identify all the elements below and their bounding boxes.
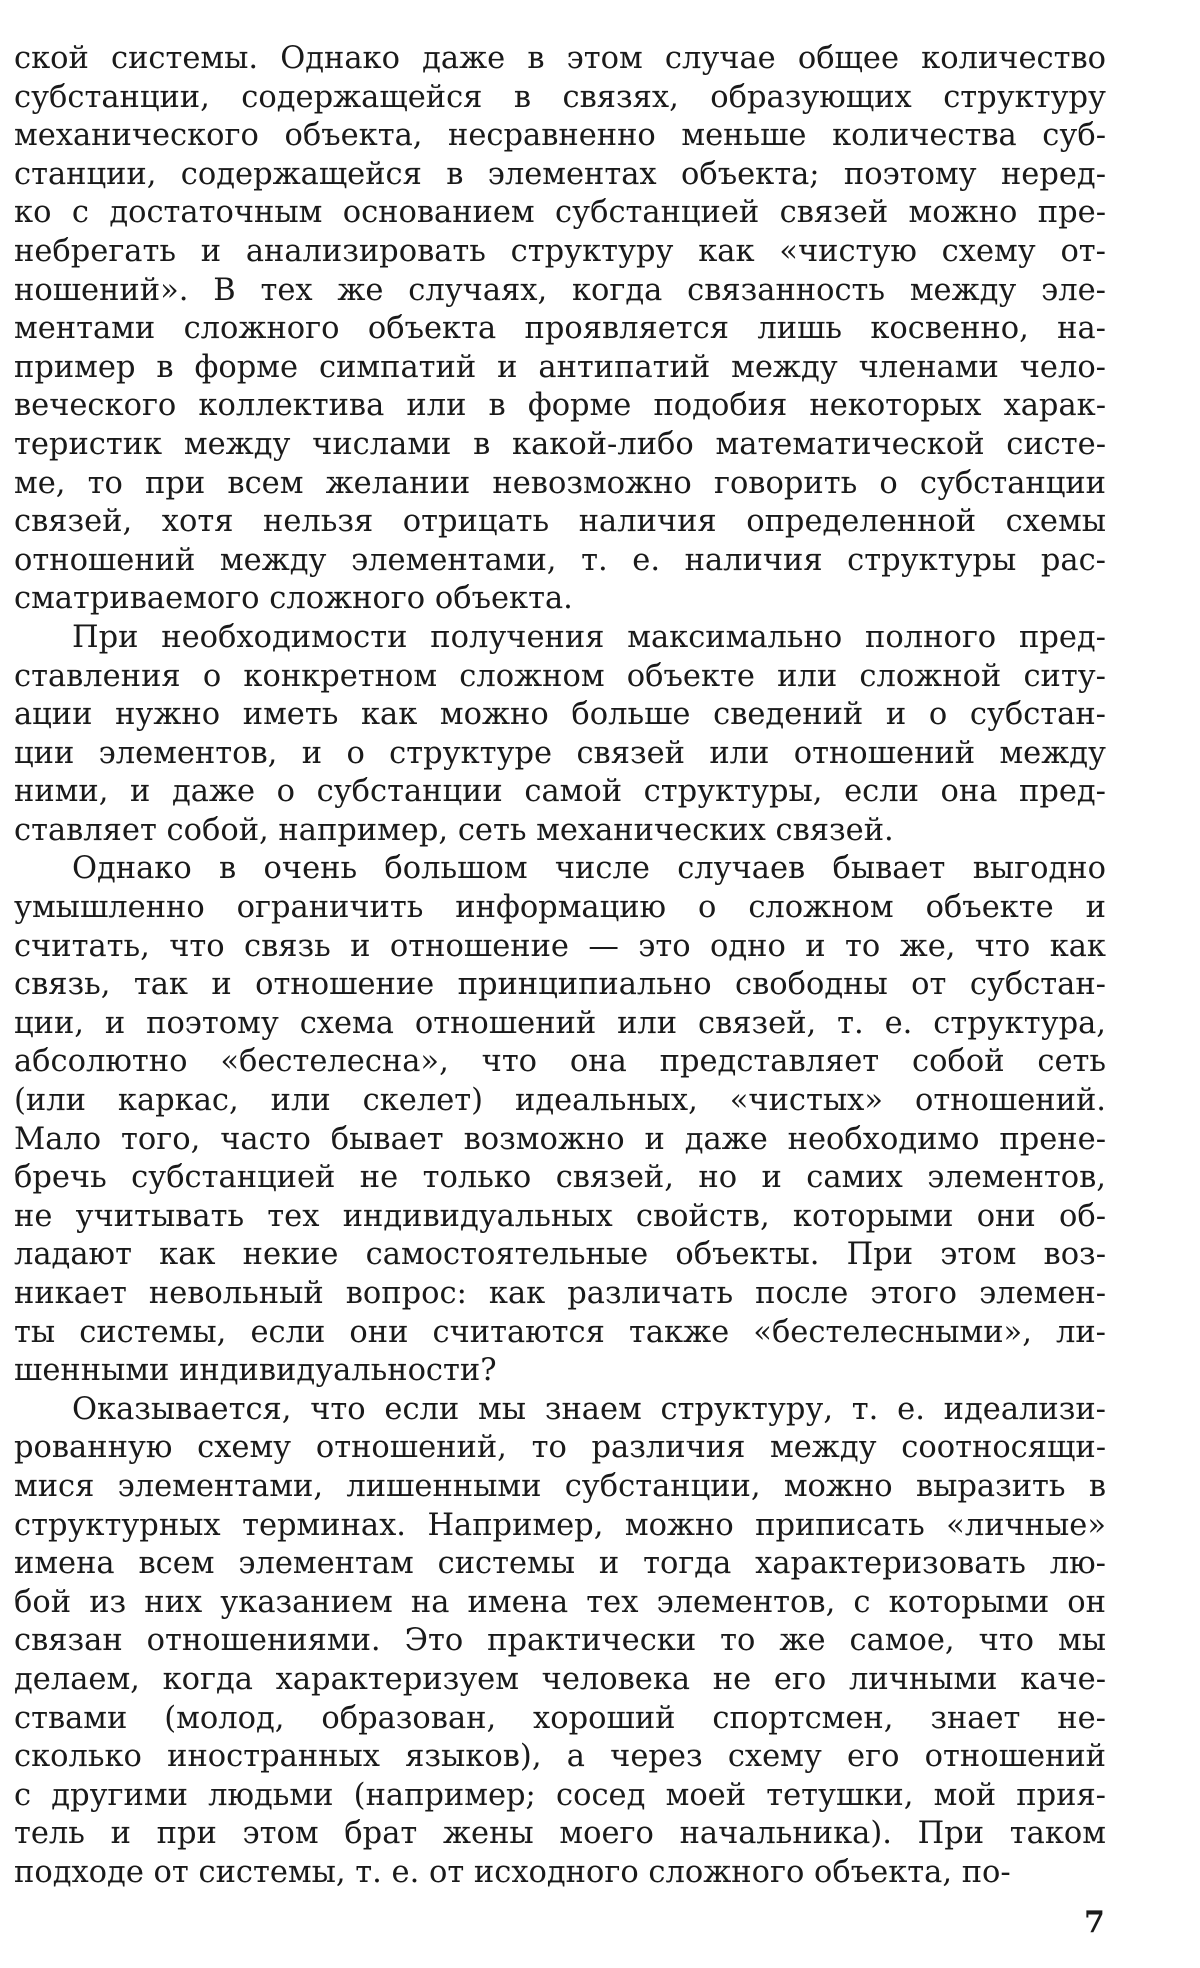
page-number: 7 — [1084, 1905, 1105, 1940]
text-line: бой из них указанием на имена тех элементов, с которыми он — [14, 1584, 1106, 1620]
text-line: При необходимости получения максимально полного пред- — [72, 619, 1106, 655]
text-line: ской системы. Однако даже в этом случае общее количество — [14, 41, 1106, 76]
text-line: тель и при этом брат жены моего начальника). При таком — [14, 1816, 1106, 1852]
text-line: связь, так и отношение принципиально свободны от субстан- — [14, 967, 1106, 1003]
text-line: механического объекта, несравненно меньше количества суб- — [14, 118, 1106, 154]
paragraph — [14, 850, 1106, 1390]
text-line: структурных терминах. Например, можно приписать «личные» — [14, 1507, 1106, 1543]
text-line: (или каркас, или скелет) идеальных, «чистых» отношений. — [14, 1083, 1106, 1119]
text-line: Мало того, часто бывает возможно и даже необходимо прене- — [14, 1121, 1106, 1157]
text-line: ношений». В тех же случаях, когда связанность между эле- — [14, 272, 1106, 308]
text-line: ладают как некие самостоятельные объекты. При этом воз- — [14, 1237, 1106, 1273]
text-line: ними, и даже о субстанции самой структуры, если она пред- — [14, 774, 1106, 810]
text-line: бречь субстанцией не только связей, но и самих элементов, — [14, 1160, 1106, 1196]
text-line: субстанции, содержащейся в связях, образующих структуру — [14, 79, 1106, 115]
text-line: подходе от системы, т. е. от исходного сложного объекта, по- — [14, 1854, 1011, 1890]
text-line: ставления о конкретном сложном объекте или сложной ситу- — [14, 658, 1106, 694]
text-line: веческого коллектива или в форме подобия некоторых харак- — [14, 388, 1106, 424]
text-line: шенными индивидуальности? — [14, 1353, 497, 1389]
text-line: пример в форме симпатий и антипатий между членами чело- — [14, 349, 1106, 385]
text-line: ции элементов, и о структуре связей или отношений между — [14, 735, 1106, 771]
text-line: умышленно ограничить информацию о сложном объекте и — [14, 890, 1106, 926]
paragraph — [14, 1391, 1106, 1893]
text-line: ментами сложного объекта проявляется лишь косвенно, на- — [14, 311, 1106, 347]
text-line: абсолютно «бестелесна», что она представляет собой сеть — [14, 1044, 1106, 1080]
body-text — [14, 40, 1106, 1893]
text-line: связан отношениями. Это практически то же самое, что мы — [14, 1623, 1106, 1659]
text-line: ции, и поэтому схема отношений или связей, т. е. структура, — [14, 1005, 1106, 1041]
text-line: Оказывается, что если мы знаем структуру, т. е. идеализи- — [72, 1391, 1106, 1427]
text-line: ты системы, если они считаются также «бестелесными», ли- — [14, 1314, 1106, 1350]
text-line: ко с достаточным основанием субстанцией связей можно пре- — [14, 195, 1106, 231]
text-line: станции, содержащейся в элементах объекта; поэтому неред- — [14, 156, 1106, 192]
text-line: мися элементами, лишенными субстанции, можно выразить в — [14, 1468, 1106, 1504]
text-line: с другими людьми (например; сосед моей тетушки, мой прия- — [14, 1777, 1106, 1813]
text-line: сколько иностранных языков), а через схему его отношений — [14, 1739, 1106, 1775]
text-line: теристик между числами в какой-либо математической систе- — [14, 426, 1106, 462]
text-line: не учитывать тех индивидуальных свойств, которыми они об- — [14, 1198, 1106, 1234]
text-line: делаем, когда характеризуем человека не его личными каче- — [14, 1661, 1106, 1697]
paragraph — [14, 40, 1106, 619]
text-line: рованную схему отношений, то различия между соотносящи- — [14, 1430, 1106, 1466]
text-line: ации нужно иметь как можно больше сведений и о субстан- — [14, 697, 1106, 733]
text-line: ствами (молод, образован, хороший спортсмен, знает не- — [14, 1700, 1106, 1736]
text-line: ставляет собой, например, сеть механических связей. — [14, 812, 894, 848]
text-line: Однако в очень большом числе случаев бывает выгодно — [72, 851, 1106, 887]
text-line: отношений между элементами, т. е. наличия структуры рас- — [14, 542, 1106, 578]
text-line: ме, то при всем желании невозможно говорить о субстанции — [14, 465, 1106, 501]
text-line: имена всем элементам системы и тогда характеризовать лю- — [14, 1546, 1106, 1582]
text-line: связей, хотя нельзя отрицать наличия определенной схемы — [14, 504, 1106, 540]
text-line: небрегать и анализировать структуру как «чистую схему от- — [14, 233, 1106, 269]
text-line: сматриваемого сложного объекта. — [14, 581, 573, 617]
text-line: никает невольный вопрос: как различать после этого элемен- — [14, 1276, 1106, 1311]
text-line: считать, что связь и отношение — это одно и то же, что как — [14, 928, 1106, 964]
paragraph — [14, 619, 1106, 851]
